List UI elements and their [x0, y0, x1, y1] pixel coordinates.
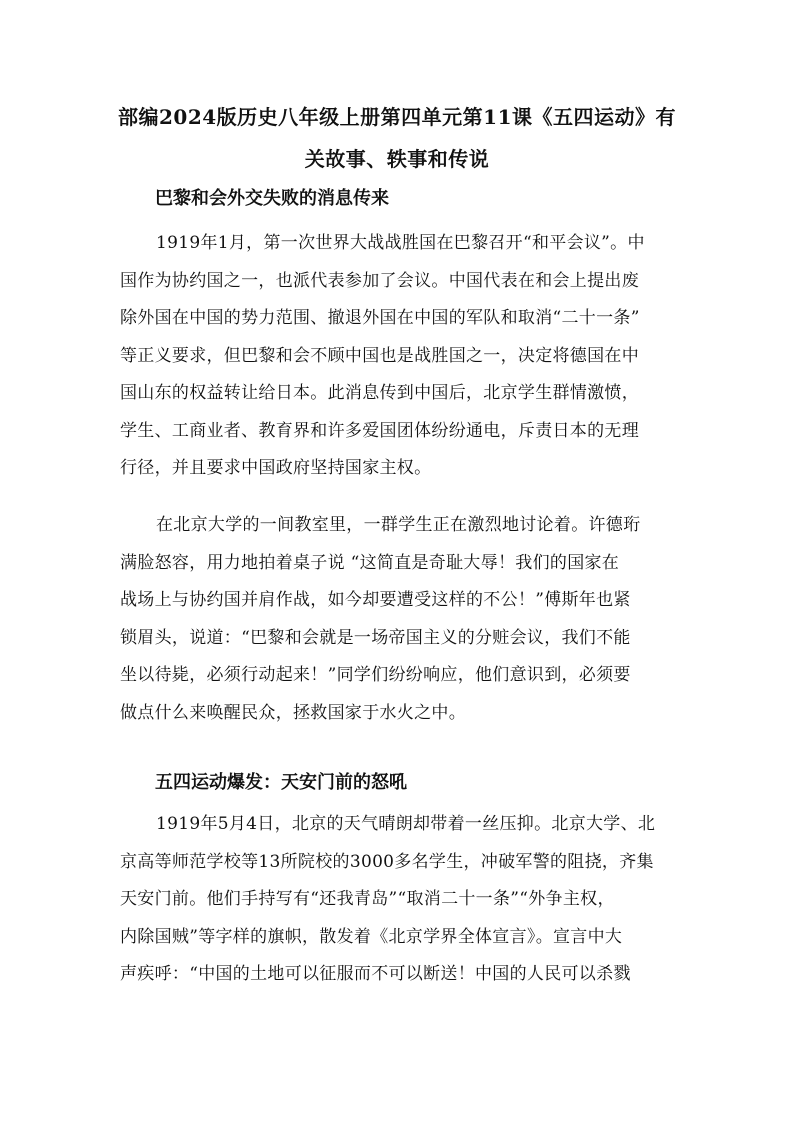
paragraph-line: 学生、工商业者、教育界和许多爱国团体纷纷通电，斥责日本的无理: [120, 420, 639, 441]
paragraph-line: 国作为协约国之一，也派代表参加了会议。中国代表在和会上提出废: [120, 270, 639, 291]
document-title: [112, 96, 682, 180]
title-line: 部编2024版历史八年级上册第四单元第11课《五四运动》有: [118, 105, 676, 129]
paragraph-line: 等正义要求，但巴黎和会不顾中国也是战胜国之一，决定将德国在中: [120, 345, 639, 366]
paragraph-line: 1919年5月4日，北京的天气晴朗却带着一丝压抑。北京大学、北: [156, 814, 656, 834]
section-heading: 五四运动爆发：天安门前的怒吼: [155, 772, 407, 793]
paragraph-line: 内除国贼”等字样的旗帜，散发着《北京学界全体宣言》。宣言中大: [120, 926, 623, 947]
paragraph-line: 满脸怒容，用力地拍着桌子说 “这简直是奇耻大辱！我们的国家在: [120, 552, 620, 573]
paragraph-line: 1919年1月，第一次世界大战战胜国在巴黎召开“和平会议”。中: [156, 233, 645, 253]
paragraph: [120, 225, 690, 488]
title-line: 关故事、轶事和传说: [304, 147, 490, 171]
paragraph-line: 除外国在中国的势力范围、撤退外国在中国的军队和取消“二十一条”: [120, 308, 640, 328]
paragraph: [120, 507, 690, 732]
paragraph: [120, 806, 690, 994]
paragraph-line: 国山东的权益转让给日本。此消息传到中国后，北京学生群情激愤，: [120, 383, 639, 403]
paragraph-line: 锁眉头，说道：“巴黎和会就是一场帝国主义的分赃会议，我们不能: [120, 627, 631, 648]
paragraph-line: 天安门前。他们手持写有“还我青岛”“取消二十一条”“外争主权，: [120, 889, 615, 909]
paragraph-line: 战场上与协约国并肩作战，如今却要遭受这样的不公！”傅斯年也紧: [120, 590, 631, 610]
paragraph-line: 坐以待毙，必须行动起来！”同学们纷纷响应，他们意识到，必须要: [120, 665, 631, 685]
paragraph-line: 声疾呼：“中国的土地可以征服而不可以断送！中国的人民可以杀戮: [120, 964, 631, 984]
paragraph-line: 京高等师范学校等13所院校的3000多名学生，冲破军警的阻挠，齐集: [120, 851, 654, 872]
paragraph-line: 行径，并且要求中国政府坚持国家主权。: [120, 458, 432, 478]
paragraph-line: 做点什么来唤醒民众，拯救国家于水火之中。: [120, 702, 466, 723]
section-heading: 巴黎和会外交失败的消息传来: [155, 188, 389, 209]
paragraph-line: 在北京大学的一间教室里，一群学生正在激烈地讨论着。许德珩: [156, 515, 641, 535]
